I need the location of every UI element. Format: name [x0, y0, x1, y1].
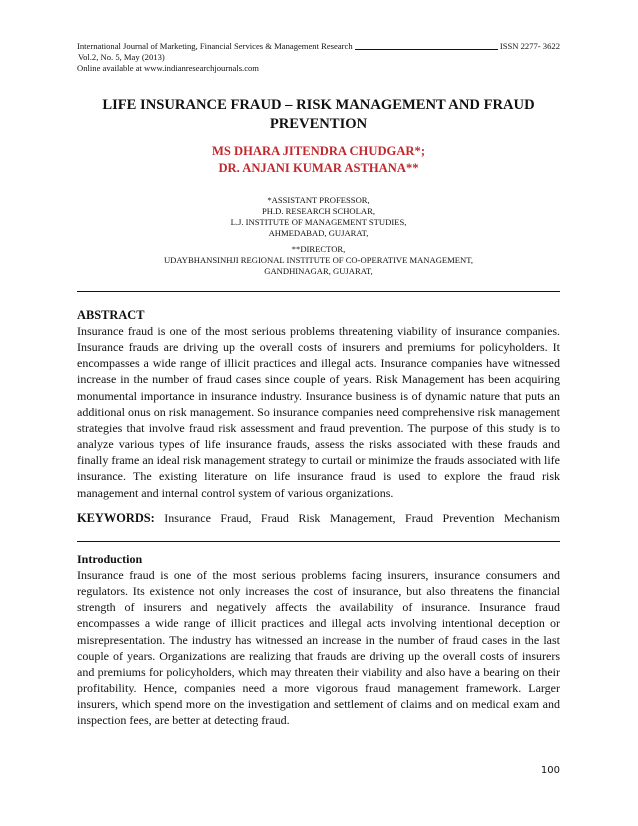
introduction-body: Insurance fraud is one of the most serious problems facing insurers, insurance consumers and regulators. Its existence not only increases the cost of insurance, but also threatens the financial strength of insurers and negatively affects the availability of insurance. Insurance fraud encompasses a wide range of illicit practices and illegal acts involving intentional deception or misrepresentation. The industry has witnessed an increase in the number of fraud cases in the last couple of years. Organizations are realizing that frauds are driving up the overall costs of insurers and premiums for policyholders, which may threaten their viability and also have a bearing on their profitability. Hence, companies need a more vigorous fraud management framework. Larger insurers, which spend more on the investigation and settlement of claims and on medical exam and inspection fees, are better at detecting fraud. [77, 568, 560, 728]
page-number: 100 [540, 765, 560, 776]
title-line-2: PREVENTION [269, 116, 368, 132]
title-line-1: LIFE INSURANCE FRAUD – RISK MANAGEMENT AND FRAUD [102, 97, 535, 113]
issn: ISSN 2277- 3622 [499, 41, 560, 51]
affiliation-1 [77, 195, 560, 239]
affiliation-1-line-4: AHMEDABAD, GUJARAT, [268, 228, 369, 238]
running-header [77, 41, 560, 52]
affiliation-2-line-3: GANDHINAGAR, GUJARAT, [264, 266, 373, 276]
abstract-heading: ABSTRACT [77, 308, 145, 322]
introduction-heading: Introduction [77, 552, 143, 566]
keywords-line [77, 511, 560, 526]
header-underline [355, 41, 498, 50]
online-availability: Online available at www.indianresearchjournals.com [77, 63, 259, 73]
volume-info: Vol.2, No. 5, May (2013) [78, 52, 165, 62]
author-2: DR. ANJANI KUMAR ASTHANA** [218, 161, 419, 175]
affiliation-2 [77, 244, 560, 277]
affiliation-1-line-2: PH.D. RESEARCH SCHOLAR, [262, 206, 375, 216]
author-1: MS DHARA JITENDRA CHUDGAR*; [211, 144, 426, 158]
affiliation-1-line-1: *ASSISTANT PROFESSOR, [267, 195, 370, 205]
keywords-text: Insurance Fraud, Fraud Risk Management, Fraud Prevention Mechanism [164, 511, 560, 525]
divider-bottom [77, 541, 560, 542]
author-list [77, 143, 560, 177]
keywords-label: KEYWORDS: [77, 511, 155, 525]
divider-top [77, 291, 560, 292]
journal-name: International Journal of Marketing, Financial Services & Management Research [77, 41, 353, 51]
abstract-body: Insurance fraud is one of the most serious problems threatening viability of insurance companies. Insurance frauds are driving up the overall costs of insurers and premiums for policyholders. It encompasses a wide range of illicit practices and illegal acts. Insurance companies have witnessed increase in the number of fraud cases since couple of years. Risk Management has been acquiring monumental importance in insurance industry. Insurance business is of dynamic nature that puts an additional onus on risk management. So insurance companies need comprehensive risk management strategies that involve fraud risk assessment and fraud prevention. The purpose of this study is to analyze various types of life insurance frauds, assess the risks associated with these frauds and finally frame an ideal risk management strategy to curtail or minimize the frauds associated with life insurance. The existing literature on life insurance fraud is used to explore the fraud risk management and internal control system of various organizations. [77, 324, 560, 500]
affiliation-2-line-2: UDAYBHANSINHJI REGIONAL INSTITUTE OF CO-OPERATIVE MANAGEMENT, [163, 255, 474, 265]
affiliation-1-line-3: L.J. INSTITUTE OF MANAGEMENT STUDIES, [230, 217, 407, 227]
paper-title [77, 96, 560, 134]
affiliation-2-line-1: **DIRECTOR, [291, 244, 346, 254]
